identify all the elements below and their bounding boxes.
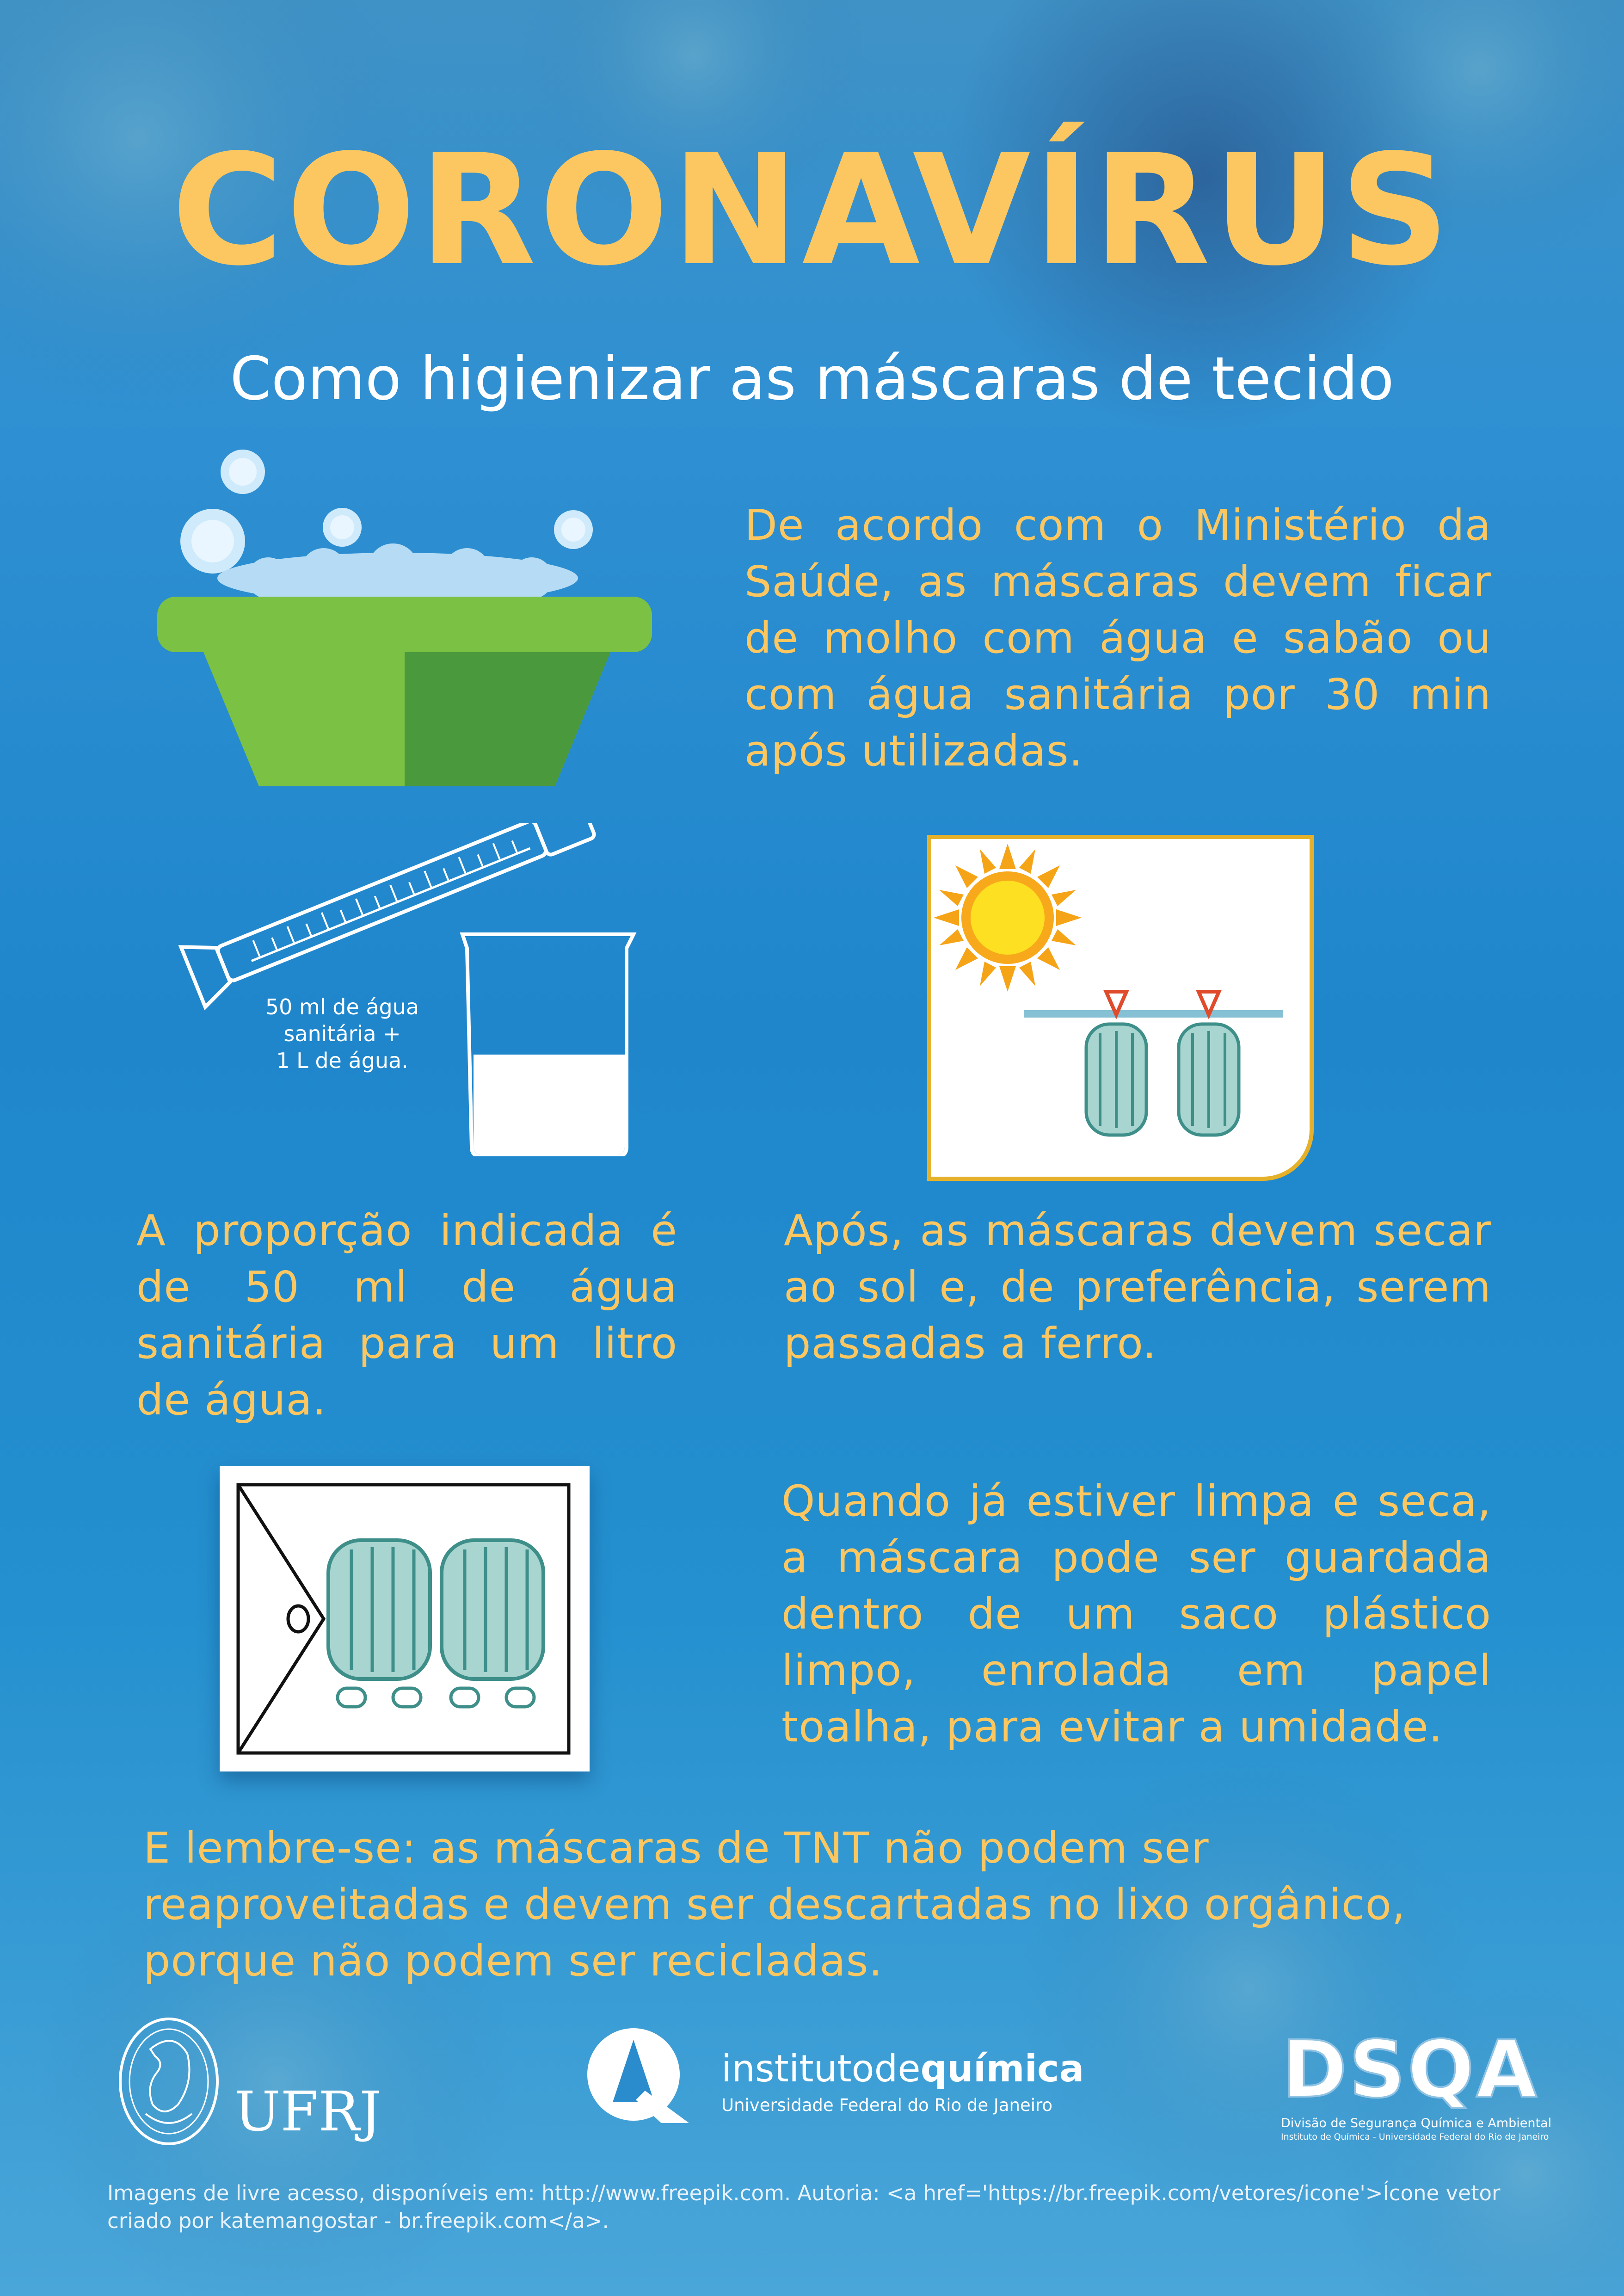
soak-instructions-text: De acordo com o Ministério da Saúde, as máscaras devem ficar de molho com água e sabão ou com água sanitária por 30 min após utilizadas. [744, 500, 1491, 776]
drying-instructions-text: Após, as máscaras devem secar ao sol e, de preferência, serem passadas a ferro. [784, 1206, 1491, 1368]
ufrj-logo [113, 2012, 400, 2151]
iq-emblem-icon [585, 2026, 691, 2123]
beaker-label [240, 994, 444, 1074]
ufrj-emblem-icon [113, 2012, 224, 2151]
iq-wordmark-instituto: instituto [721, 2047, 874, 2090]
proportion-text: A proporção indicada é de 50 ml de água sanitária para um litro de água. [136, 1206, 677, 1425]
image-credits-footer: Imagens de livre acesso, disponíveis em: http://www.freepik.com. Autoria: <a href='https://br.freepik.com/vetores/icone'>Ícone vetor criado por katemangostar - br.freepik.com</a>. [107, 2181, 1501, 2233]
measuring-cylinder-and-beaker-illustration [171, 823, 680, 1156]
beaker-label-line-1: 50 ml de água [265, 994, 419, 1019]
beaker-label-line-2: sanitária + [283, 1021, 401, 1046]
beaker-label-line-3: 1 L de água. [276, 1048, 408, 1073]
basin-with-soap-illustration [153, 444, 661, 796]
dsqa-subtitle-line-1: Divisão de Segurança Química e Ambiental [1281, 2116, 1552, 2130]
page-subtitle: Como higienizar as máscaras de tecido [230, 345, 1394, 414]
storage-instructions-text: Quando já estiver limpa e seca, a máscara pode ser guardada dentro de um saco plástico limpo, enrolada em papel toalha, para evitar a umidade. [781, 1476, 1491, 1752]
instituto-de-quimica-logo [585, 2026, 1084, 2137]
page-title: CORONAVÍRUS [171, 122, 1453, 299]
iq-wordmark [721, 2047, 1084, 2091]
sun-drying-illustration [931, 839, 1310, 1177]
dsqa-wordmark: DSQA [1282, 2024, 1539, 2116]
iq-wordmark-quimica: química [920, 2047, 1084, 2090]
dsqa-logo [1276, 2017, 1552, 2155]
storage-bag-frame [220, 1466, 590, 1771]
reminder-text: E lembre-se: as máscaras de TNT não podem ser reaproveitadas e devem ser descartadas no lixo orgânico, porque não podem ser recicladas. [143, 1823, 1406, 1986]
dsqa-subtitle-line-2: Instituto de Química - Universidade Federal do Rio de Janeiro [1281, 2132, 1549, 2142]
iq-subtitle: Universidade Federal do Rio de Janeiro [721, 2095, 1053, 2115]
storage-bag-illustration [220, 1466, 590, 1771]
iq-wordmark-de: de [874, 2047, 921, 2090]
sun-drying-frame [927, 835, 1314, 1181]
ufrj-wordmark: UFRJ [234, 2080, 381, 2143]
